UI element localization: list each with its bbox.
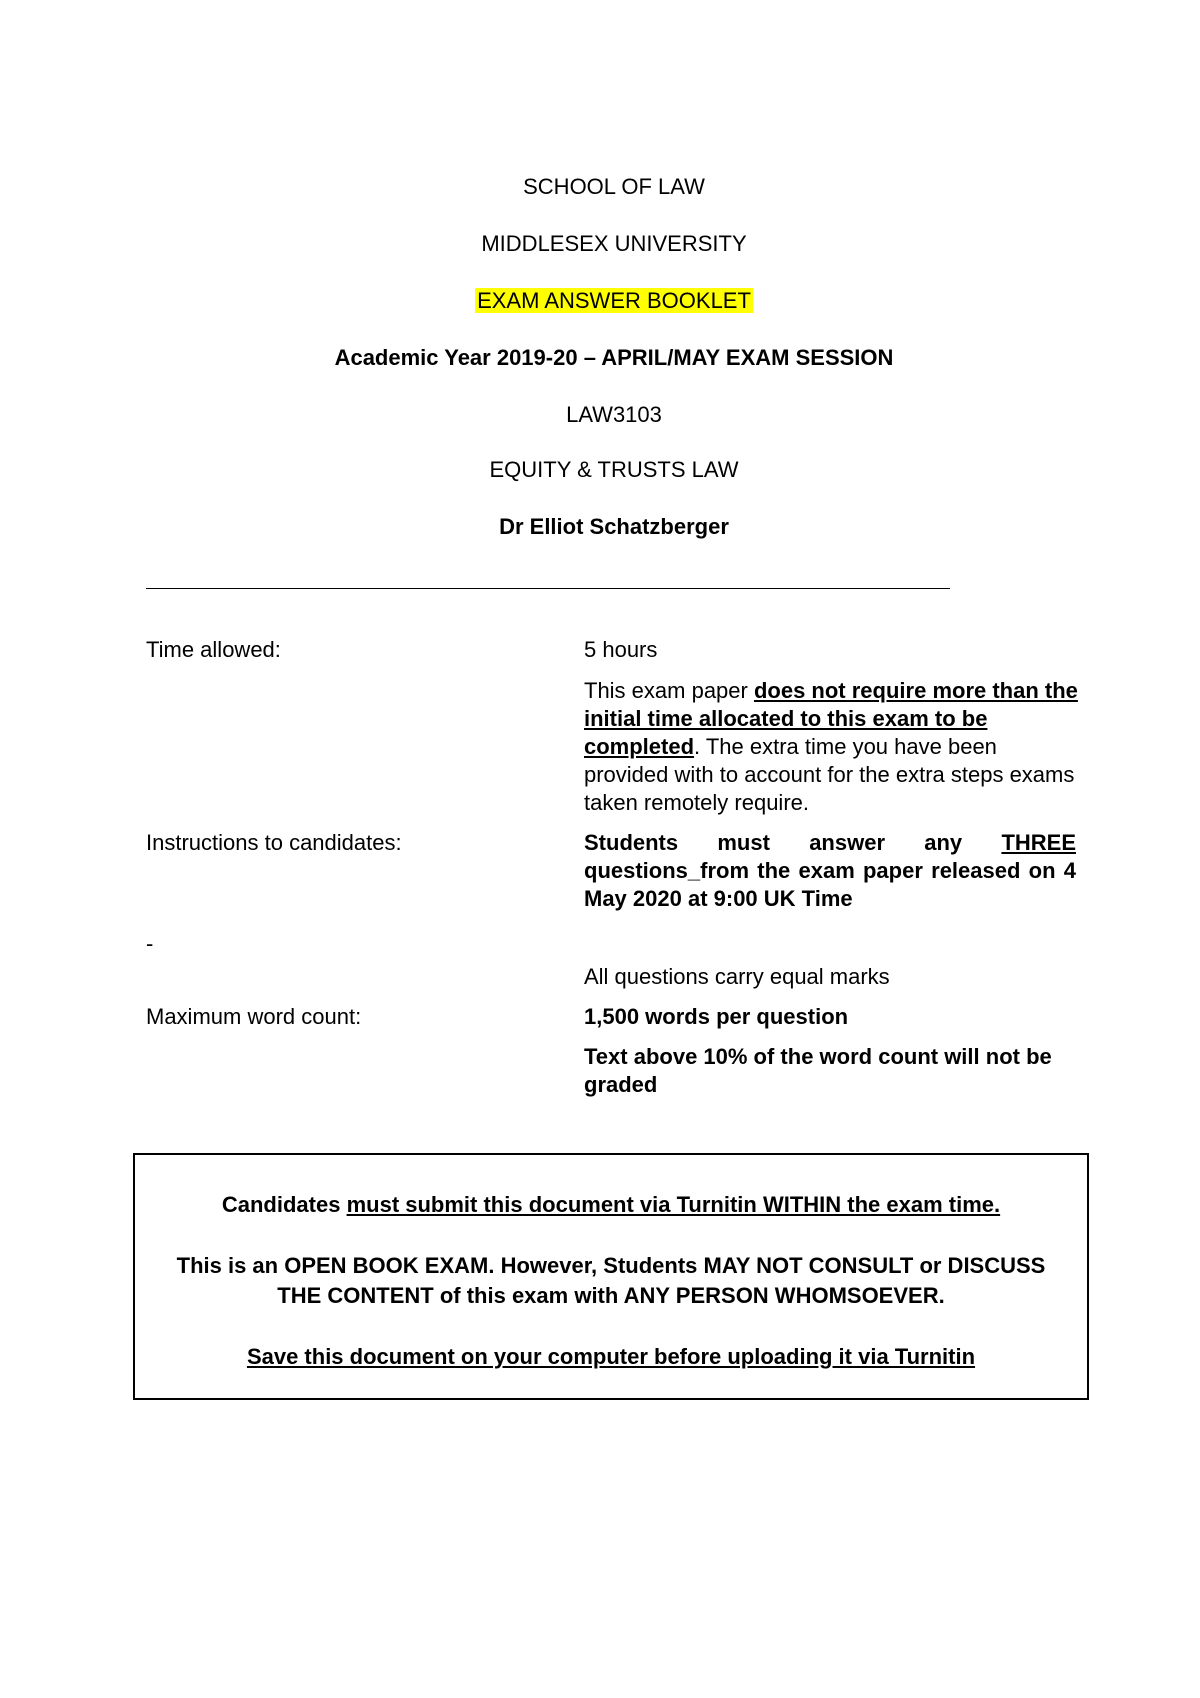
time-note <box>584 677 1084 817</box>
time-note-emphasis: does not require more than the initial time allocated to this exam to be completed <box>584 678 1078 759</box>
word-count-value: 1,500 words per question <box>584 1004 849 1029</box>
open-book-notice: This is an OPEN BOOK EXAM. However, Students MAY NOT CONSULT or DISCUSS THE CONTENT of this exam with ANY PERSON WHOMSOEVER. <box>176 1253 1046 1308</box>
time-note-suffix: . The extra time you have been provided with to account for the extra steps exams taken remotely require. <box>584 734 1075 815</box>
instructions-suffix: questions_from the exam paper released on 4 May 2020 at 9:00 UK Time <box>584 858 1076 911</box>
separator-line <box>146 588 950 589</box>
save-notice <box>135 1342 1087 1372</box>
word-count-note: Text above 10% of the word count will not be graded <box>584 1044 1052 1097</box>
time-note-prefix: This exam paper <box>584 678 754 703</box>
university-name: MIDDLESEX UNIVERSITY <box>481 231 747 256</box>
submit-notice-emphasis: must submit this document via Turnitin WITHIN the exam time. <box>346 1192 1001 1217</box>
instructions-three: THREE <box>1001 830 1076 855</box>
dash-marker: - <box>146 931 154 956</box>
time-allowed-value: 5 hours <box>584 637 658 662</box>
word-count-label: Maximum word count: <box>146 1004 362 1029</box>
submit-notice-prefix: Candidates <box>221 1192 347 1217</box>
academic-year: Academic Year 2019-20 – APRIL/MAY EXAM SESSION <box>334 345 894 370</box>
submit-notice <box>135 1190 1087 1220</box>
time-allowed-label: Time allowed: <box>146 637 281 662</box>
instructions-prefix: Students must answer any <box>584 830 1002 855</box>
module-title: EQUITY & TRUSTS LAW <box>489 457 739 482</box>
module-code: LAW3103 <box>566 402 662 427</box>
equal-marks: All questions carry equal marks <box>584 964 890 989</box>
save-notice-text: Save this document on your computer before uploading it via Turnitin <box>246 1344 976 1369</box>
booklet-title: EXAM ANSWER BOOKLET <box>477 288 751 313</box>
notice-box <box>133 1153 1089 1400</box>
booklet-title-wrap <box>0 288 1200 314</box>
school-name: SCHOOL OF LAW <box>523 174 705 199</box>
lecturer-name: Dr Elliot Schatzberger <box>499 514 729 539</box>
instructions-label: Instructions to candidates: <box>146 830 402 855</box>
instructions-value <box>584 829 1076 913</box>
